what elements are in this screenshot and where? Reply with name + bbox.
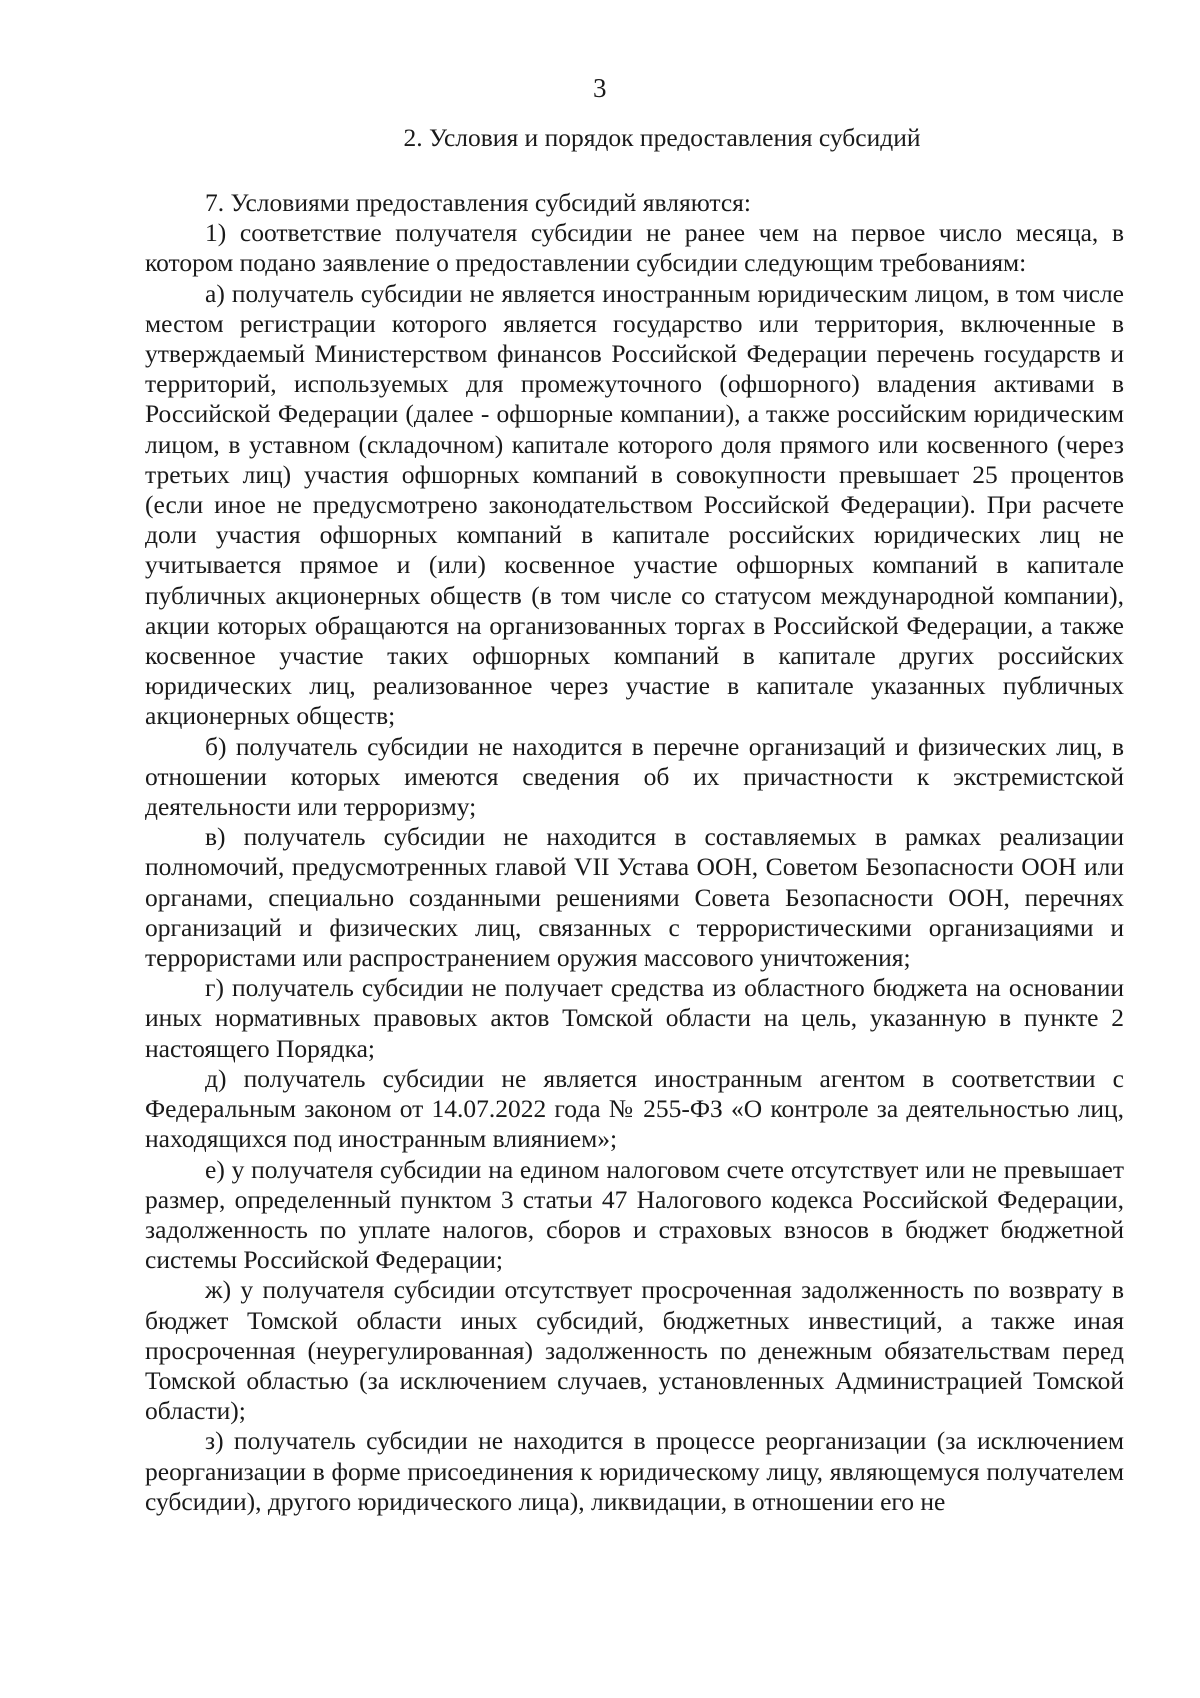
page-number: 3 [593, 73, 607, 103]
paragraph-subitem-v: в) получатель субсидии не находится в составляемых в рамках реализации полномочий, предусмотренных главой VII Устава ООН, Советом Безопасности ООН или органами, специально созданными решениями Совета Безопасности ООН, перечнях организаций и физических лиц, связанных с террористическими организациями и террористами или распространением оружия массового уничтожения; [145, 822, 1124, 973]
paragraph-subitem-1: 1) соответствие получателя субсидии не ранее чем на первое число месяца, в котором подано заявление о предоставлении субсидии следующим требованиям: [145, 218, 1124, 278]
paragraph-subitem-b: б) получатель субсидии не находится в перечне организаций и физических лиц, в отношении которых имеются сведения об их причастности к экстремистской деятельности или терроризму; [145, 731, 1124, 822]
paragraph-subitem-zh: ж) у получателя субсидии отсутствует просроченная задолженность по возврату в бюджет Томской области иных субсидий, бюджетных инвестиций, а также иная просроченная (неурегулированная) задолженность по денежным обязательствам перед Томской областью (за исключением случаев, установленных Администрацией Томской области); [145, 1275, 1124, 1426]
paragraph-subitem-g: г) получатель субсидии не получает средства из областного бюджета на основании иных нормативных правовых актов Томской области на цель, указанную в пункте 2 настоящего Порядка; [145, 973, 1124, 1063]
paragraph-subitem-d: д) получатель субсидии не является иностранным агентом в соответствии с Федеральным законом от 14.07.2022 года № 255-ФЗ «О контроле за деятельностью лиц, находящихся под иностранным влиянием»; [145, 1063, 1124, 1154]
section-title: 2. Условия и порядок предоставления субсидий [403, 123, 921, 152]
paragraph-subitem-z: з) получатель субсидии не находится в процессе реорганизации (за исключением реорганизации в форме присоединения к юридическому лицу, являющемуся получателем субсидии), другого юридического лица), ликвидации, в отношении его не [145, 1426, 1124, 1516]
paragraph-item-7: 7. Условиями предоставления субсидий являются: [205, 188, 751, 217]
paragraph-subitem-a: а) получатель субсидии не является иностранным юридическим лицом, в том числе местом регистрации которого является государство или территория, включенные в утверждаемый Министерством финансов Российской Федерации перечень государств и территорий, используемых для промежуточного (офшорного) владения активами в Российской Федерации (далее - офшорные компании), а также российским юридическим лицом, в уставном (складочном) капитале которого доля прямого или косвенного (через третьих лиц) участия офшорных компаний в совокупности превышает 25 процентов (если иное не предусмотрено законодательством Российской Федерации). При расчете доли участия офшорных компаний в капитале российских юридических лиц не учитывается прямое и (или) косвенное участие офшорных компаний в капитале публичных акционерных обществ (в том числе со статусом международной компании), акции которых обращаются на организованных торгах в Российской Федерации, а также косвенное участие таких офшорных компаний в капитале других российских юридических лиц, реализованное через участие в капитале указанных публичных акционерных обществ; [145, 278, 1124, 731]
paragraph-subitem-e: е) у получателя субсидии на едином налоговом счете отсутствует или не превышает размер, определенный пунктом 3 статьи 47 Налогового кодекса Российской Федерации, задолженность по уплате налогов, сборов и страховых взносов в бюджет бюджетной системы Российской Федерации; [145, 1154, 1124, 1275]
document-body [145, 188, 1124, 1517]
